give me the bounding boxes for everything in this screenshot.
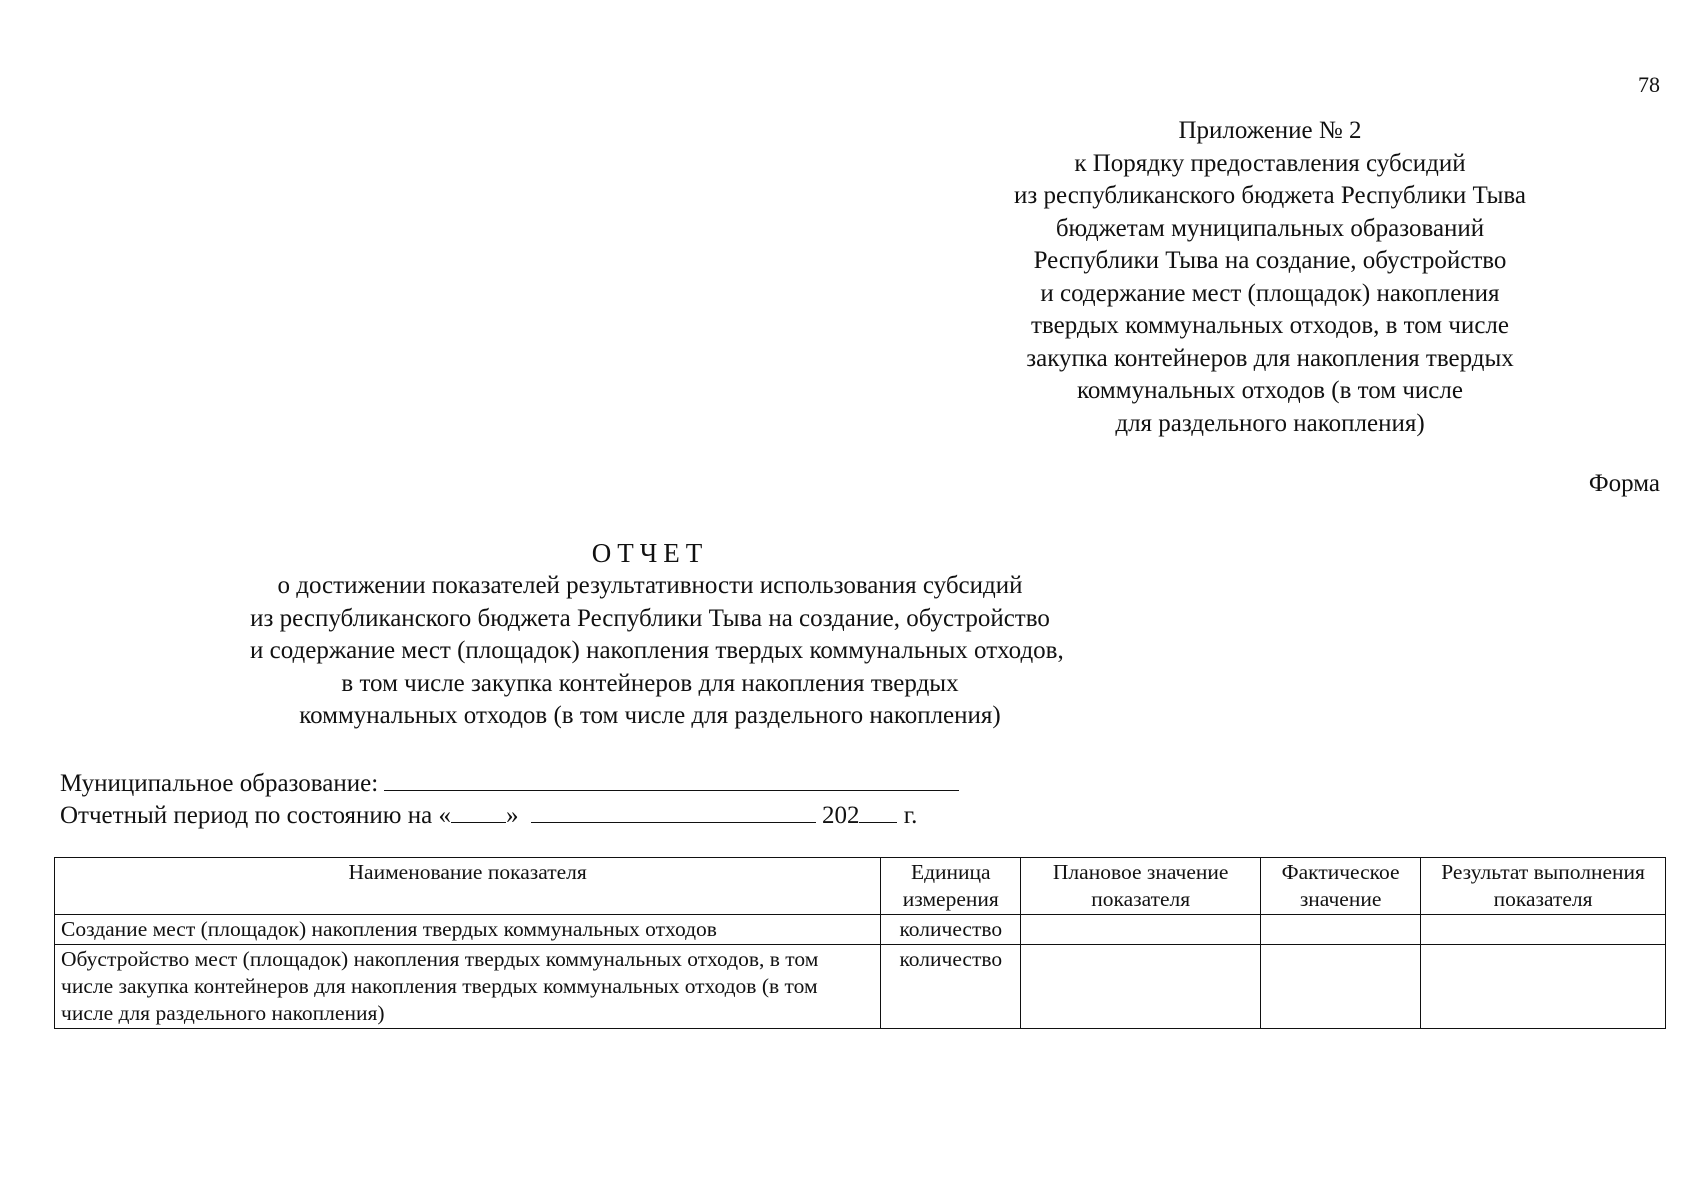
report-title: ОТЧЕТ [591,538,709,568]
table-row [55,915,1666,945]
table-row [55,945,1666,1029]
appendix-line: и содержание мест (площадок) накопления [1040,279,1500,307]
indicators-table [54,857,1666,1029]
municipality-blank[interactable] [384,768,959,791]
cell-actual-value[interactable] [1261,945,1421,1029]
appendix-line: бюджетам муниципальных образований [1055,214,1485,242]
period-year-prefix: 202 [821,802,860,829]
period-month-blank[interactable] [531,800,816,823]
page-number: 78 [1638,72,1660,97]
cell-result[interactable] [1421,915,1666,945]
report-subtitle-line: из республиканского бюджета Республики Тыва на создание, обустройство [250,604,1050,632]
appendix-header [920,115,1620,440]
municipality-field [60,768,959,798]
appendix-line: твердых коммунальных отходов, в том числе [1031,312,1509,339]
appendix-line: для раздельного накопления) [1115,409,1425,437]
appendix-line: из республиканского бюджета Республики Тыва [1014,182,1526,209]
appendix-line: коммунальных отходов (в том числе [1077,377,1463,404]
cell-result[interactable] [1421,945,1666,1029]
cell-indicator-name: Создание мест (площадок) накопления твердых коммунальных отходов [55,915,881,945]
header-result: Результат выполнения показателя [1421,858,1666,915]
period-day-blank[interactable] [451,800,506,823]
header-indicator-name: Наименование показателя [55,858,881,915]
appendix-line: Приложение № 2 [1178,117,1362,144]
period-year-blank[interactable] [859,800,897,823]
appendix-line: к Порядку предоставления субсидий [1074,149,1466,177]
municipality-label: Муниципальное образование: [60,770,379,797]
table-header-row [55,858,1666,915]
report-subtitle [250,570,1064,733]
period-label: Отчетный период по состоянию на « [60,802,451,829]
period-year-suffix: г. [903,802,918,829]
cell-unit: количество [881,945,1021,1029]
period-field [60,800,917,830]
cell-indicator-name: Обустройство мест (площадок) накопления твердых коммунальных отходов, в том числе закупка контейнеров для накопления твердых коммунальных отходов (в том числе для раздельного накопления) [55,945,881,1029]
appendix-line: закупка контейнеров для накопления твердых [1026,344,1514,372]
period-quote-close: » [505,802,519,829]
form-label: Форма [1588,470,1660,497]
report-subtitle-line: коммунальных отходов (в том числе для раздельного накопления) [299,702,1001,729]
cell-plan-value[interactable] [1021,915,1261,945]
report-subtitle-line: о достижении показателей результативности использования субсидий [277,572,1023,599]
header-plan-value: Плановое значение показателя [1021,858,1261,915]
report-subtitle-line: в том числе закупка контейнеров для накопления твердых [341,669,959,697]
header-actual-value: Фактическое значение [1261,858,1421,915]
cell-actual-value[interactable] [1261,915,1421,945]
header-unit: Единица измерения [881,858,1021,915]
cell-unit: количество [881,915,1021,945]
appendix-line: Республики Тыва на создание, обустройство [1033,247,1507,274]
cell-plan-value[interactable] [1021,945,1261,1029]
report-subtitle-line: и содержание мест (площадок) накопления твердых коммунальных отходов, [250,637,1064,664]
